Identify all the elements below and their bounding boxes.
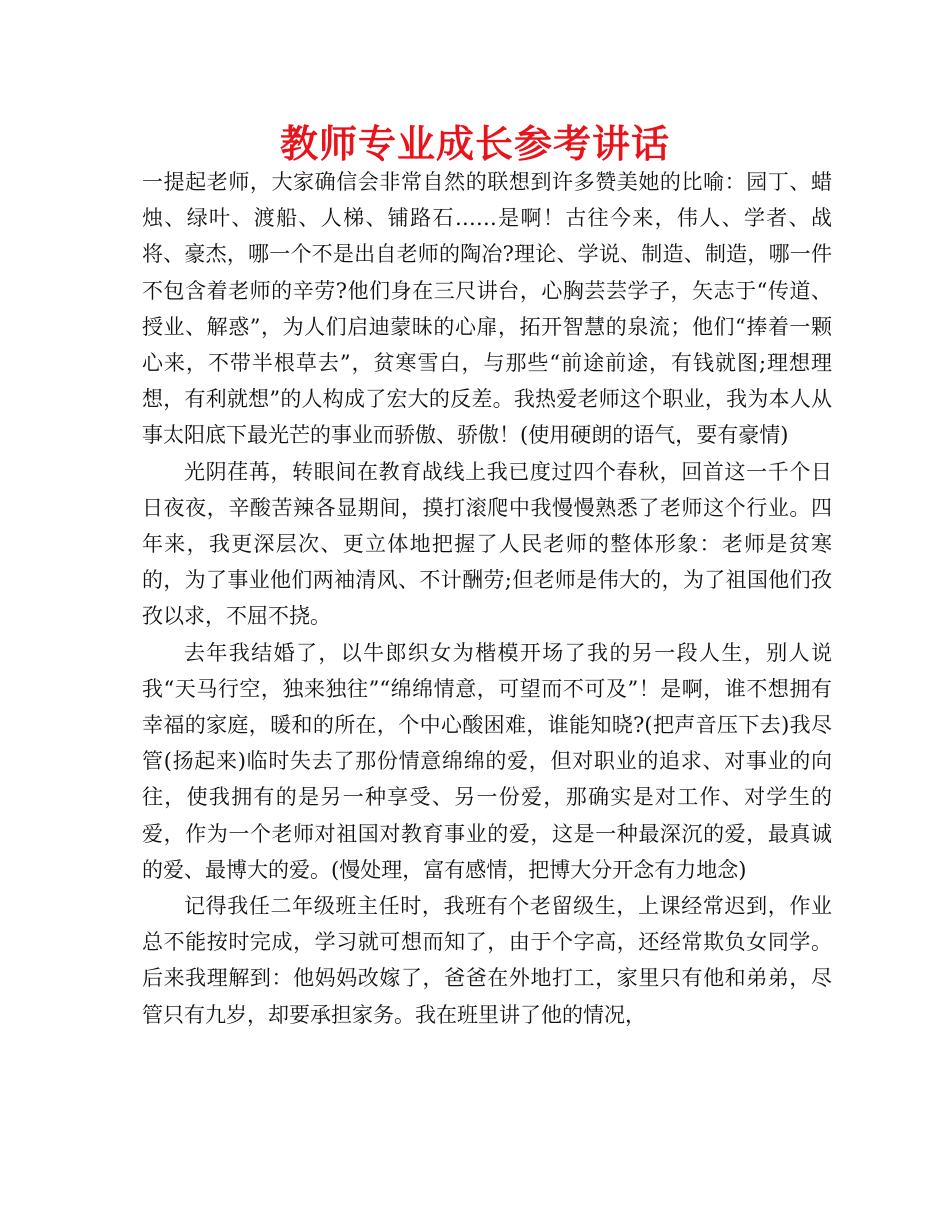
paragraph-1: 一提起老师，大家确信会非常自然的联想到许多赞美她的比喻：园丁、蜡烛、绿叶、渡船、人梯、铺路石……是啊！古往今来，伟人、学者、战将、豪杰，哪一个不是出自老师的陶冶?理论、学说、制造、制造，哪一件不包含着老师的辛劳?他们身在三尺讲台，心胸芸芸学子，矢志于“传道、授业、解惑”，为人们启迪蒙昧的心扉，拓开智慧的泉流；他们“捧着一颗心来，不带半根草去”，贫寒雪白，与那些“前途前途，有钱就图;理想理想，有利就想”的人构成了宏大的反差。我热爱老师这个职业，我为本人从事太阳底下最光芒的事业而骄傲、骄傲！(使用硬朗的语气，要有豪情): [142, 170, 832, 448]
paragraph-2: 光阴荏苒，转眼间在教育战线上我已度过四个春秋，回首这一千个日日夜夜，辛酸苦辣各显期间，摸打滚爬中我慢慢熟悉了老师这个行业。四年来，我更深层次、更立体地把握了人民老师的整体形象：老师是贫寒的，为了事业他们两袖清风、不计酬劳;但老师是伟大的，为了祖国他们孜孜以求，不屈不挠。: [142, 459, 832, 629]
paragraph-3: 去年我结婚了，以牛郎织女为楷模开场了我的另一段人生，别人说我“天马行空，独来独往”“绵绵情意，可望而不可及”！是啊，谁不想拥有幸福的家庭，暖和的所在，个中心酸困难，谁能知晓?(把声音压下去)我尽管(扬起来)临时失去了那份情意绵绵的爱，但对职业的追求、对事业的向往，使我拥有的是另一种享受、另一份爱，那确实是对工作、对学生的爱，作为一个老师对祖国对教育事业的爱，这是一种最深沉的爱，最真诚的爱、最博大的爱。(慢处理，富有感情，把博大分开念有力地念): [142, 640, 832, 882]
paragraph-4: 记得我任二年级班主任时，我班有个老留级生，上课经常迟到，作业总不能按时完成，学习就可想而知了，由于个字高，还经常欺负女同学。后来我理解到：他妈妈改嫁了，爸爸在外地打工，家里只有他和弟弟，尽管只有九岁，却要承担家务。我在班里讲了他的情况，: [142, 894, 832, 1027]
document-body: [142, 164, 832, 1033]
document-title: 教师专业成长参考讲话: [279, 122, 670, 166]
